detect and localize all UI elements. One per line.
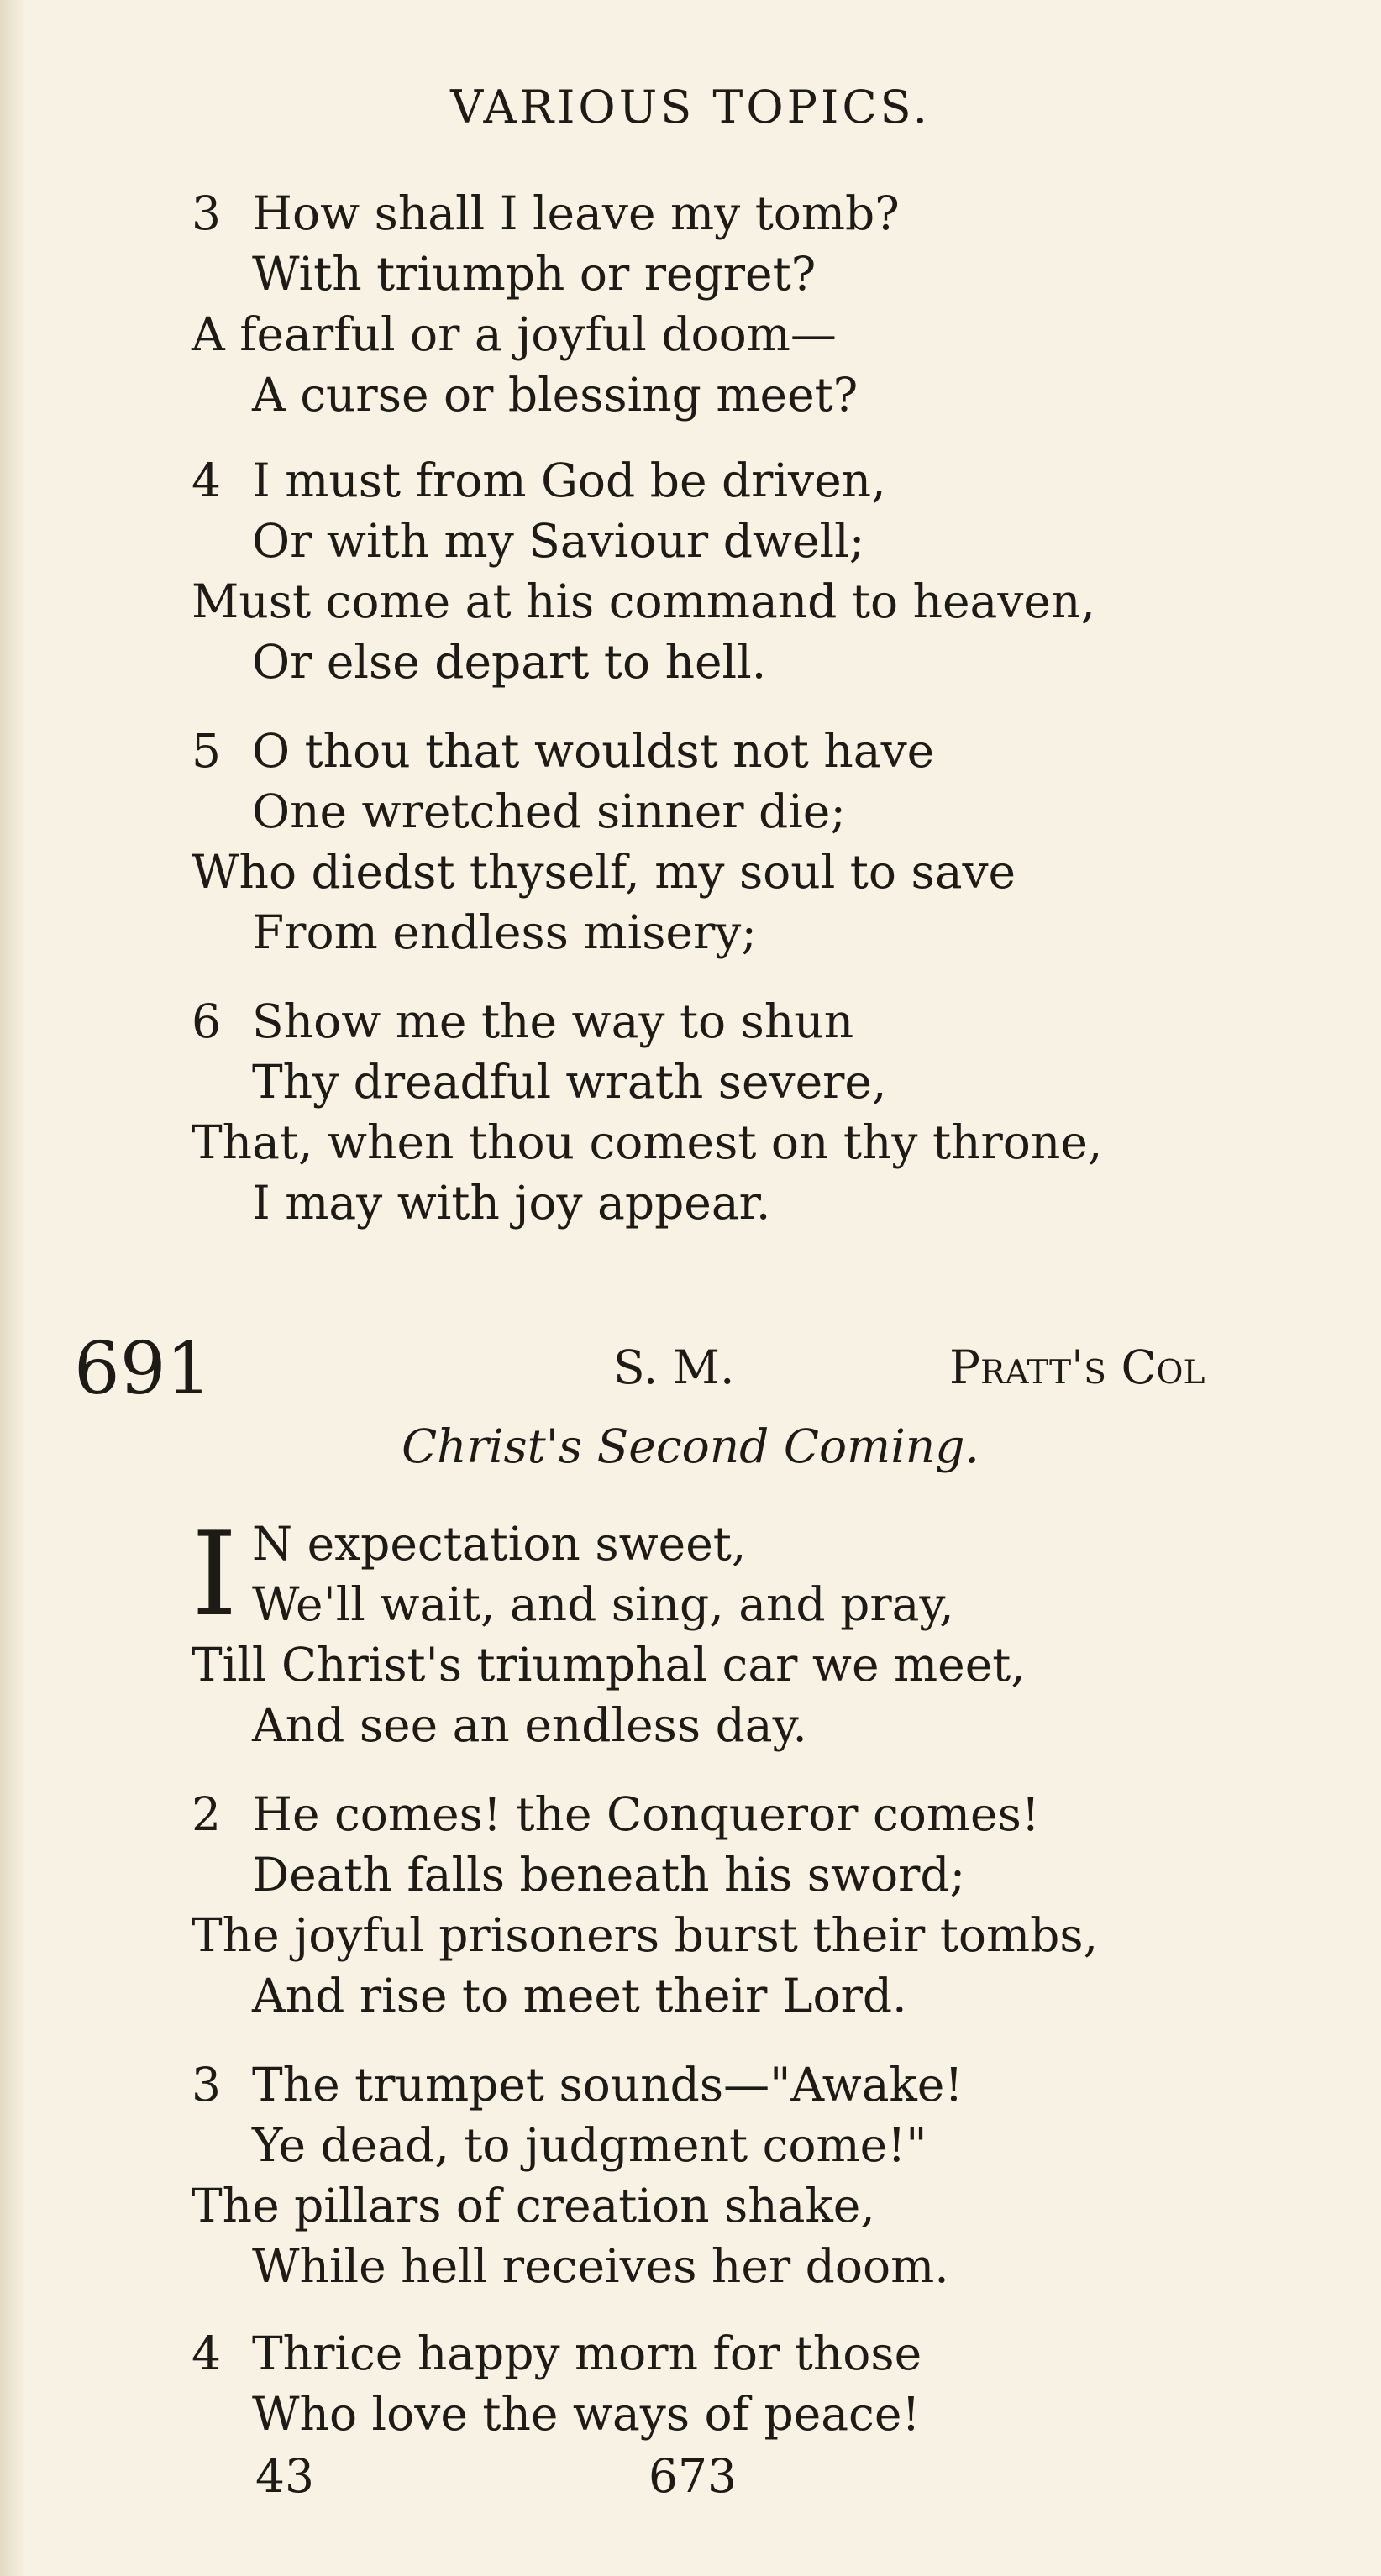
drop-cap: I [192,1507,238,1642]
stanza-line: Ye dead, to judgment come!" [252,2118,927,2172]
stanza-line: Thy dreadful wrath severe, [252,1055,887,1109]
stanza-line: 3 The trumpet sounds—"Awake! [192,2054,963,2115]
stanza-line: Till Christ's triumphal car we meet, [192,1638,1026,1692]
hymn-source: Pratt's Col [949,1340,1205,1394]
stanza-number: 2 [192,1787,221,1841]
page-number: 673 [648,2449,737,2503]
stanza-line: A curse or blessing meet? [252,368,859,422]
stanza-number: 5 [192,724,221,778]
stanza-line: And rise to meet their Lord. [252,1969,907,2023]
running-header: VARIOUS TOPICS. [450,81,931,134]
stanza-line: Who diedst thyself, my soul to save [192,845,1016,899]
stanza-line: I may with joy appear. [252,1176,771,1230]
stanza-line: The pillars of creation shake, [192,2179,875,2232]
stanza-number: 4 [192,2327,221,2380]
stanza-line: 4 Thrice happy morn for those [192,2323,922,2384]
stanza-line: 4 I must from God be driven, [192,450,1095,511]
stanza-line: 3 How shall I leave my tomb? [192,183,900,244]
stanza-number: 6 [192,994,221,1048]
stanza-line: We'll wait, and sing, and pray, [252,1577,954,1631]
stanza-line: One wretched sinner die; [252,784,846,838]
stanza-number: 4 [192,454,221,507]
stanza-number: 3 [192,2058,221,2112]
stanza-line: 5 O thou that wouldst not have [192,721,1016,781]
stanza-line: 6 Show me the way to shun [192,991,1102,1052]
stanza-line: From endless misery; [252,905,757,959]
stanza-line: Or else depart to hell. [252,635,767,689]
stanza-line: With triumph or regret? [252,247,817,301]
hymn-subtitle: Christ's Second Coming. [402,1419,979,1473]
stanza-6-prev [192,991,1102,1233]
stanza-line: 2 He comes! the Conqueror comes! [192,1784,1098,1844]
stanza-line: Must come at his command to heaven, [192,574,1095,628]
stanza-2 [192,1784,1098,2026]
stanza-line: A fearful or a joyful doom— [192,307,837,361]
signature-mark: 43 [255,2449,314,2503]
hymn-number: 691 [74,1327,213,1411]
stanza-3 [192,2054,963,2296]
stanza-4-prev [192,450,1095,692]
page-binding-edge [0,0,25,2576]
stanza-line: Or with my Saviour dwell; [252,514,865,568]
stanza-line: N expectation sweet, [252,1517,747,1571]
stanza-line: Who love the ways of peace! [252,2387,921,2441]
stanza-line: And see an endless day. [252,1698,807,1752]
stanza-4 [192,2323,922,2444]
stanza-5-prev [192,721,1016,963]
hymn-meter: S. M. [613,1340,735,1394]
stanza-3-prev [192,183,900,425]
stanza-line: The joyful prisoners burst their tombs, [192,1908,1099,1962]
stanza-line: While hell receives her doom. [252,2239,949,2293]
stanza-line: Death falls beneath his sword; [252,1848,966,1902]
stanza-1 [192,1507,1026,1755]
stanza-line: That, when thou comest on thy throne, [192,1115,1103,1169]
stanza-number: 3 [192,186,221,240]
